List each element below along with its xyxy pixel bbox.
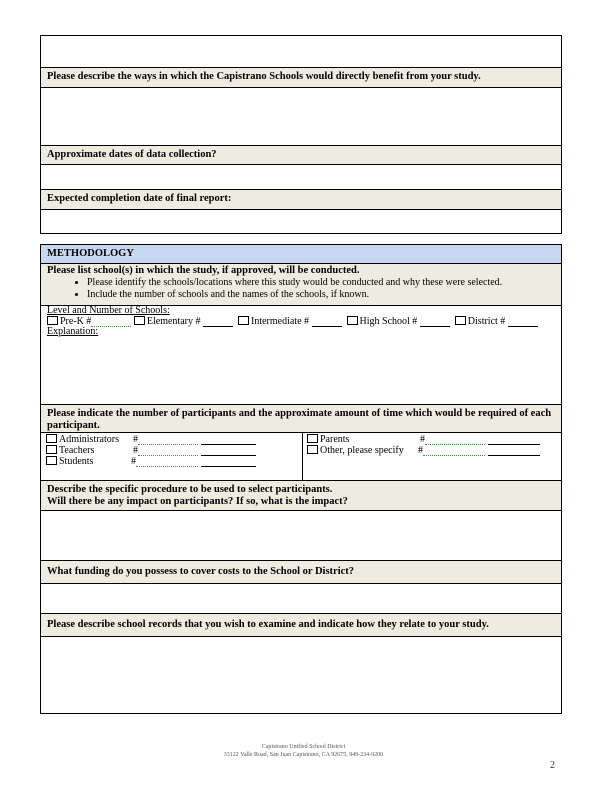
teachers-item: [46, 445, 256, 456]
district-checkbox[interactable]: [455, 316, 466, 325]
previous-answer-field[interactable]: [41, 36, 561, 68]
explanation-label: Explanation:: [47, 326, 99, 337]
highschool-checkbox[interactable]: [347, 316, 358, 325]
students-checkbox[interactable]: [46, 456, 57, 465]
bullet: • Include the number of schools and the names of the schools, if known.: [87, 289, 555, 300]
list-schools-label: Please list school(s) in which the study, if approved, will be conducted.: [47, 265, 360, 276]
parents-item: [307, 434, 540, 445]
procedure-field[interactable]: [41, 511, 561, 561]
prek-label: Pre-K #: [60, 316, 92, 327]
levels-row: [41, 306, 561, 405]
completion-field[interactable]: [41, 210, 561, 233]
funding-field[interactable]: [41, 584, 561, 614]
footer-address: 33122 Valle Road, San Juan Capistrano, CA 92675, 949-234-9200: [223, 752, 384, 758]
intermediate-input[interactable]: [312, 317, 342, 327]
teachers-checkbox[interactable]: [46, 445, 57, 454]
other-item: [307, 445, 540, 456]
prek-checkbox[interactable]: [47, 316, 58, 325]
methodology-title: METHODOLOGY: [41, 245, 561, 264]
page-number: 2: [550, 760, 555, 771]
intermediate-checkbox[interactable]: [238, 316, 249, 325]
instructions-list: [47, 277, 555, 300]
parents-checkbox[interactable]: [307, 434, 318, 443]
hash: #: [133, 445, 138, 456]
district-input[interactable]: [508, 317, 538, 327]
list-schools-header: [41, 264, 561, 306]
teachers-label: Teachers: [59, 445, 95, 456]
teachers-count[interactable]: [138, 446, 198, 456]
funding-label: What funding do you possess to cover costs to the School or District?: [41, 561, 561, 584]
methodology-table: [40, 244, 562, 714]
other-checkbox[interactable]: [307, 445, 318, 454]
elementary-checkbox[interactable]: [134, 316, 145, 325]
highschool-input[interactable]: [420, 317, 450, 327]
teachers-time[interactable]: [201, 446, 256, 456]
administrators-item: [46, 434, 256, 445]
completion-label: Expected completion date of final report:: [41, 190, 561, 210]
procedure-header: [41, 481, 561, 511]
study-info-table: [40, 35, 562, 234]
hash: #: [131, 456, 136, 467]
hash: #: [420, 434, 425, 445]
intermediate-label: Intermediate #: [250, 316, 310, 327]
district-label: District #: [467, 316, 506, 327]
records-field[interactable]: [41, 637, 561, 713]
procedure-label: Describe the specific procedure to be used to select participants.: [47, 484, 333, 495]
parents-label: Parents: [320, 434, 350, 445]
footer-org: Capistrano Unified School District: [261, 744, 346, 750]
other-count[interactable]: [423, 446, 485, 456]
administrators-count[interactable]: [138, 435, 198, 445]
other-time[interactable]: [488, 446, 540, 456]
bullet: • Please identify the schools/locations where this study would be conducted and why these were selected.: [87, 277, 555, 288]
benefit-label: Please describe the ways in which the Capistrano Schools would directly benefit from your study.: [41, 68, 561, 88]
students-item: [46, 456, 256, 467]
parents-count[interactable]: [425, 435, 485, 445]
students-label: Students: [59, 456, 94, 467]
elementary-input[interactable]: [203, 317, 233, 327]
administrators-label: Administrators: [59, 434, 119, 445]
other-label: Other, please specify: [320, 445, 404, 456]
hash: #: [133, 434, 138, 445]
benefit-field[interactable]: [41, 88, 561, 146]
elementary-label: Elementary #: [146, 316, 201, 327]
students-time[interactable]: [201, 457, 256, 467]
participants-label: Please indicate the number of participants and the approximate amount of time which would be required of each participant.: [41, 405, 561, 433]
administrators-checkbox[interactable]: [46, 434, 57, 443]
students-count[interactable]: [136, 457, 198, 467]
levels-line: [47, 316, 555, 327]
impact-label: Will there be any impact on participants? If so, what is the impact?: [47, 496, 348, 507]
hash: #: [418, 445, 423, 456]
parents-time[interactable]: [488, 435, 540, 445]
administrators-time[interactable]: [201, 435, 256, 445]
participants-row: [41, 433, 561, 481]
level-label: Level and Number of Schools:: [47, 305, 170, 316]
records-label: Please describe school records that you wish to examine and indicate how they relate to your study.: [41, 614, 561, 637]
dates-label: Approximate dates of data collection?: [41, 146, 561, 165]
highschool-label: High School #: [359, 316, 418, 327]
dates-field[interactable]: [41, 165, 561, 190]
